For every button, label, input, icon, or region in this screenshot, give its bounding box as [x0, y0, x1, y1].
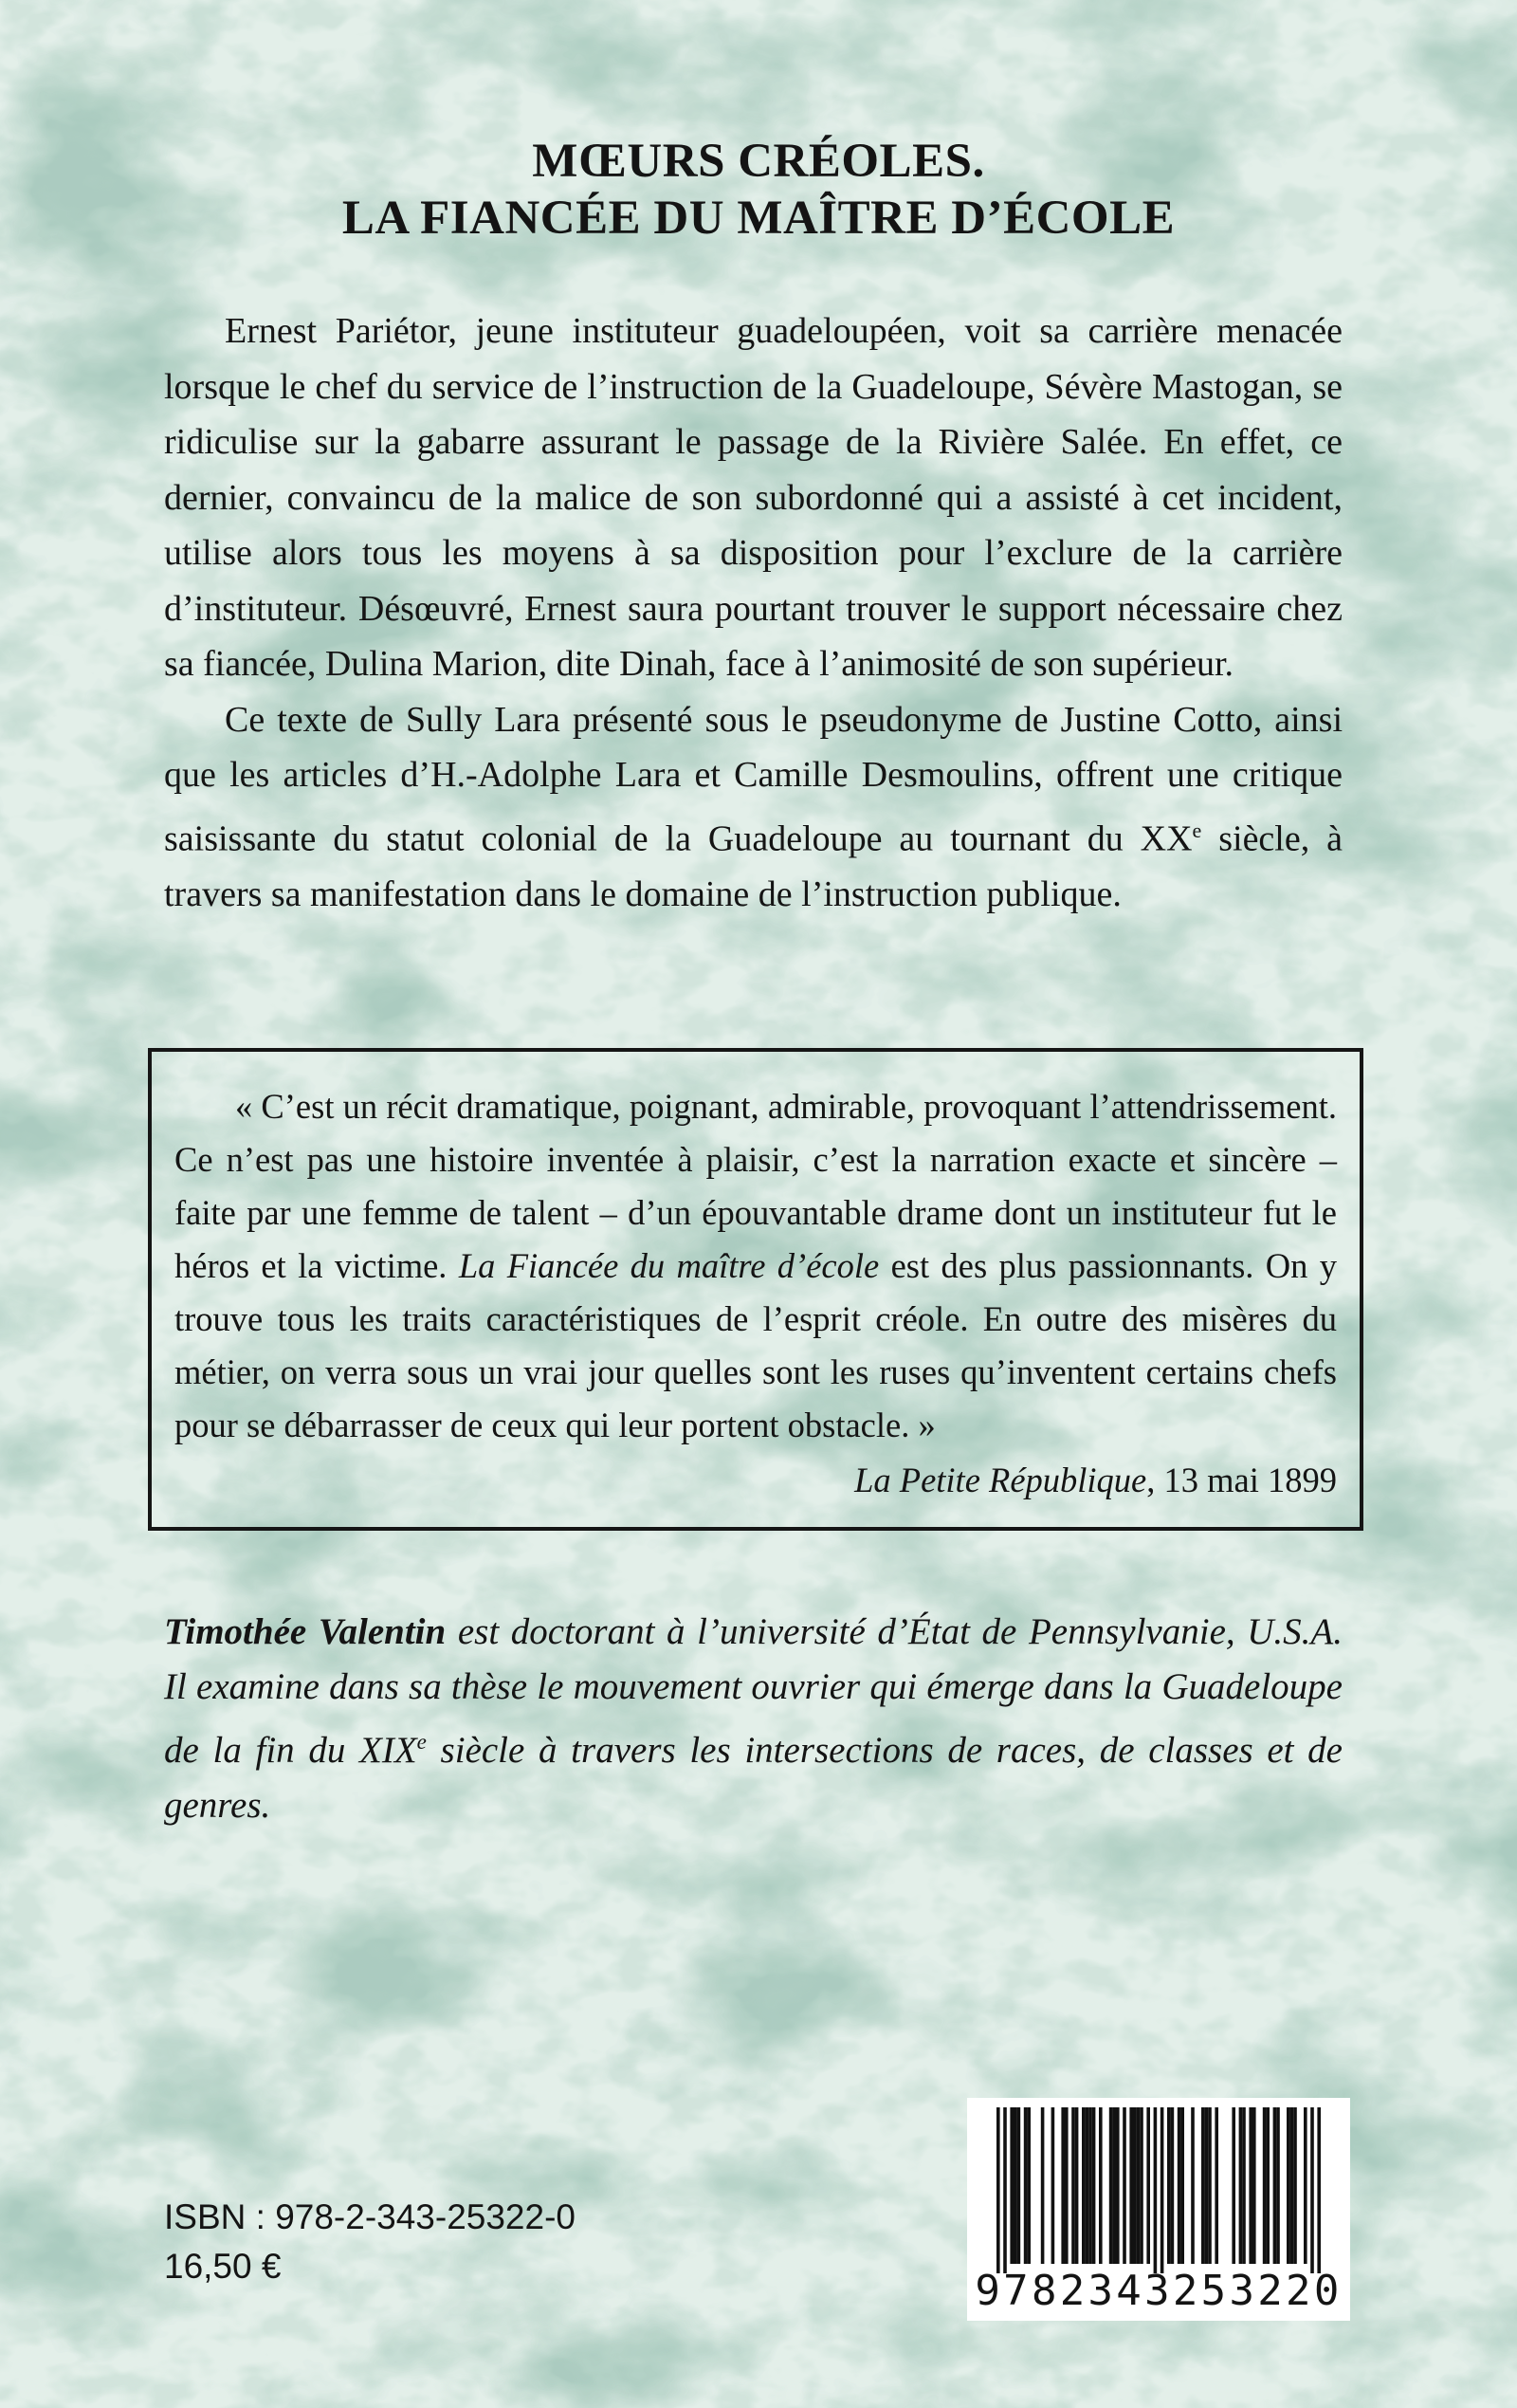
- quote-source-title: La Petite République: [854, 1461, 1147, 1499]
- summary-paragraph-2: [164, 692, 1343, 923]
- barcode-bar: [1317, 2107, 1321, 2273]
- barcode-bar: [1293, 2107, 1297, 2264]
- isbn: ISBN : 978-2-343-25322-0: [164, 2197, 576, 2236]
- barcode-bar: [1180, 2107, 1184, 2264]
- quote-text-a: « C’est un récit dramatique, poignant, admirable, provoquant l’attendrissement. Ce n’est pas une histoire inventée à plaisir, c’est la narration exacte et sincère – faite par une femme de talent – d’un épouvantable drame dont un instituteur fut le héros et la victime.: [174, 1087, 1337, 1285]
- barcode-bar: [1017, 2107, 1021, 2264]
- isbn-block: [164, 2193, 576, 2291]
- barcode-bar: [1061, 2107, 1065, 2264]
- barcode-bar: [1287, 2107, 1290, 2264]
- barcode-bar: [1191, 2107, 1195, 2264]
- barcode-bar: [1171, 2107, 1175, 2264]
- barcode-bar: [1071, 2107, 1075, 2264]
- barcode-bar: [996, 2107, 1000, 2273]
- author-bio: [164, 1605, 1343, 1833]
- quote-source: [174, 1454, 1337, 1507]
- barcode-bar: [1088, 2107, 1092, 2264]
- barcode-bar: [1123, 2107, 1126, 2264]
- barcode-bar: [1133, 2107, 1137, 2264]
- barcode-bar: [1201, 2107, 1205, 2264]
- barcode-bar: [1014, 2107, 1017, 2264]
- barcode-bar: [1065, 2107, 1069, 2264]
- barcode-bar: [1178, 2107, 1181, 2264]
- barcode-bar: [1129, 2107, 1133, 2264]
- barcode-bar: [1154, 2107, 1158, 2273]
- barcode-bar: [1003, 2107, 1007, 2273]
- barcode-bar: [1109, 2107, 1113, 2264]
- bio-text-a: est doctorant à l’université d’État de Pennsylvanie, U.S.A. Il examine dans sa thèse le mouvement ouvrier qui émerge dans la Guadeloupe de la fin du XIX: [164, 1611, 1343, 1771]
- barcode-bar: [1146, 2107, 1150, 2264]
- price: 16,50 €: [164, 2247, 282, 2286]
- barcode-bar: [1140, 2107, 1143, 2264]
- barcode-bar: [1099, 2107, 1103, 2264]
- barcode-bar: [1112, 2107, 1116, 2264]
- barcode-bar: [1137, 2107, 1141, 2264]
- author-name: Timothée Valentin: [164, 1611, 447, 1652]
- barcode-bar: [1082, 2107, 1086, 2264]
- barcode: [967, 2098, 1350, 2321]
- press-quote: [174, 1080, 1337, 1452]
- quote-source-date: , 13 mai 1899: [1146, 1461, 1337, 1499]
- bio-text-b: siècle à travers les intersections de races, de classes et de genres.: [164, 1730, 1343, 1826]
- barcode-bar: [1116, 2107, 1120, 2264]
- barcode-bar: [1242, 2107, 1246, 2264]
- summary-p2-text-a: Ce texte de Sully Lara présenté sous le pseudonyme de Justine Cotto, ainsi que les articles d’H.-Adolphe Lara et Camille Desmoulins, offrent une critique saisissante du statut colonial de la Guadeloupe au tournant du XX: [164, 699, 1343, 859]
- barcode-bar: [1051, 2107, 1055, 2264]
- barcode-bar: [1252, 2107, 1256, 2264]
- barcode-bar: [1024, 2107, 1028, 2264]
- quote-text-b: est des plus passionnants. On y trouve tous les traits caractéristiques de l’esprit créole. En outre des misères du métier, on verra sous un vrai jour quelles sont les ruses qu’inventent certains chefs pour se débarrasser de ceux qui leur portent obstacle. »: [174, 1246, 1337, 1444]
- barcode-bar: [1027, 2107, 1031, 2264]
- barcode-bar: [1010, 2107, 1014, 2264]
- barcode-bar: [1232, 2107, 1235, 2264]
- barcode-bar: [1161, 2107, 1164, 2273]
- barcode-bar: [1273, 2107, 1277, 2264]
- title-line-2: LA FIANCÉE DU MAÎTRE D’ÉCOLE: [341, 192, 1176, 245]
- barcode-bar: [1215, 2107, 1218, 2264]
- summary: [164, 303, 1343, 922]
- title-line-1: MŒURS CRÉOLES.: [532, 135, 985, 188]
- book-title: [190, 133, 1327, 247]
- barcode-bar: [1290, 2107, 1294, 2264]
- barcode-bar: [1205, 2107, 1209, 2264]
- barcode-bar: [1086, 2107, 1089, 2264]
- barcode-bar: [1276, 2107, 1280, 2264]
- barcode-bar: [1266, 2107, 1270, 2264]
- barcode-bar: [1239, 2107, 1243, 2264]
- barcode-bar: [1092, 2107, 1096, 2264]
- summary-paragraph-1: Ernest Pariétor, jeune instituteur guadeloupéen, voit sa carrière menacée lorsque le chef du service de l’instruction de la Guadeloupe, Sévère Mastogan, se ridiculise sur la gabarre assurant le passage de la Rivière Salée. En effet, ce dernier, convaincu de la malice de son subordonné qui a assisté à cet incident, utilise alors tous les moyens à sa disposition pour l’exclure de la carrière d’instituteur. Désœuvré, Ernest saura pourtant trouver le support nécessaire chez sa fiancée, Dulina Marion, dite Dinah, face à l’animosité de son supérieur.: [164, 311, 1343, 684]
- barcode-bar: [1304, 2107, 1307, 2264]
- barcode-bar: [1041, 2107, 1045, 2264]
- barcode-digits: 9782343253220: [975, 2267, 1343, 2315]
- barcode-bar: [1075, 2107, 1079, 2264]
- barcode-bar: [1208, 2107, 1212, 2264]
- press-quote-box: [148, 1048, 1363, 1531]
- barcode-bar: [1249, 2107, 1252, 2264]
- barcode-bar: [1167, 2107, 1171, 2264]
- barcode-bar: [1310, 2107, 1314, 2273]
- barcode-bar: [1263, 2107, 1267, 2264]
- summary-p2-text-b: siècle, à travers sa manifestation dans le domaine de l’instruction publique.: [164, 818, 1343, 914]
- quote-book-title: La Fiancée du maître d’école: [458, 1246, 880, 1285]
- summary-p2-superscript: e: [1192, 818, 1202, 842]
- bio-superscript: e: [416, 1730, 427, 1754]
